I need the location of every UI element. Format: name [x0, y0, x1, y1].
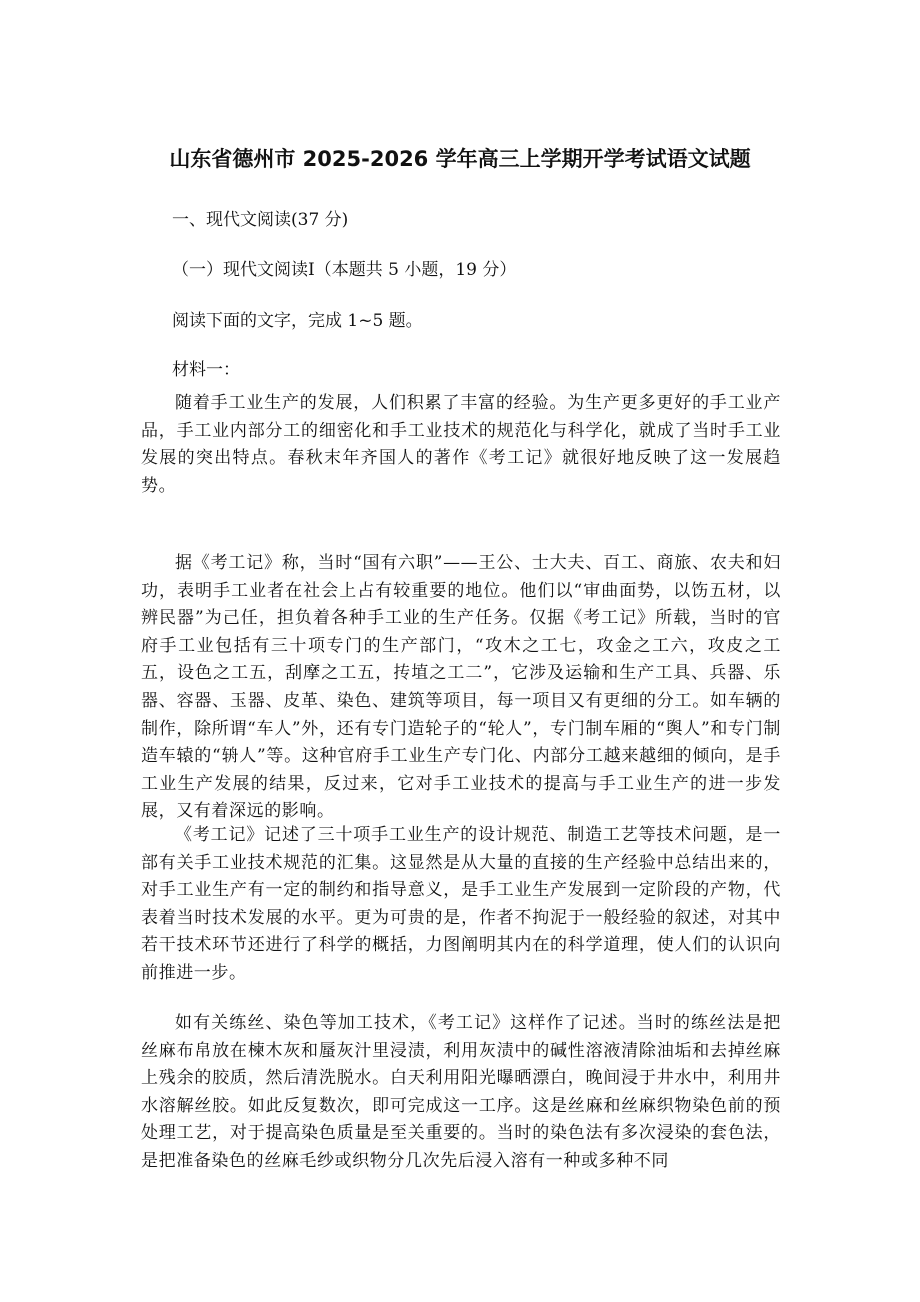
- material-label: 材料一：: [172, 360, 240, 380]
- document-title: 山东省德州市 2025-2026 学年高三上学期开学考试语文试题: [169, 147, 751, 171]
- paragraph: 据《考工记》称，当时“国有六职”——王公、士大夫、百工、商旅、农夫和妇功，表明手工业者在社会上占有较重要的地位。他们以“审曲面势，以饬五材，以辨民器”为己任，担负着各种手工业的生产任务。仅据《考工记》所载，当时的官府手工业包括有三十项专门的生产部门，“攻木之工七，攻金之工六，攻皮之工五，设色之工五，刮摩之工五，抟埴之工二”，它涉及运输和生产工具、兵器、乐器、容器、玉器、皮革、染色、建筑等项目，每一项目又有更细的分工。如车辆的制作，除所谓“车人”外，还有专门造轮子的“轮人”，专门制车厢的“舆人”和专门制造车辕的“辀人”等。这种官府手工业生产专门化、内部分工越来越细的倾向，是手工业生产发展的结果，反过来，它对手工业技术的提高与手工业生产的进一步发展，又有着深远的影响。: [141, 553, 781, 822]
- section-heading: 一、现代文阅读(37 分): [172, 210, 349, 230]
- paragraph: 随着手工业生产的发展，人们积累了丰富的经验。为生产更多更好的手工业产品，手工业内部分工的细密化和手工业技术的规范化与科学化，就成了当时手工业发展的突出特点。春秋末年齐国人的著作《考工记》就很好地反映了这一发展趋势。: [141, 393, 781, 496]
- paragraph: 《考工记》记述了三十项手工业生产的设计规范、制造工艺等技术问题，是一部有关手工业技术规范的汇集。这显然是从大量的直接的生产经验中总结出来的，对手工业生产有一定的制约和指导意义，是手工业生产发展到一定阶段的产物，代表着当时技术发展的水平。更为可贵的是，作者不拘泥于一般经验的叙述，对其中若干技术环节还进行了科学的概括，力图阐明其内在的科学道理，使人们的认识向前推进一步。: [141, 825, 781, 983]
- reading-instruction: 阅读下面的文字，完成 1~5 题。: [172, 311, 423, 331]
- paragraph: 如有关练丝、染色等加工技术，《考工记》这样作了记述。当时的练丝法是把丝麻布帛放在楝木灰和蜃灰汁里浸渍，利用灰渍中的碱性溶液清除油垢和去掉丝麻上残余的胶质，然后清洗脱水。白天利用阳光曝晒漂白，晚间浸于井水中，利用井水溶解丝胶。如此反复数次，即可完成这一工序。这是丝麻和丝麻织物染色前的预处理工艺，对于提高染色质量是至关重要的。当时的染色法有多次浸染的套色法，是把准备染色的丝麻毛纱或织物分几次先后浸入溶有一种或多种不同: [141, 1013, 781, 1171]
- subsection-heading: （一）现代文阅读Ⅰ（本题共 5 小题，19 分）: [172, 260, 517, 280]
